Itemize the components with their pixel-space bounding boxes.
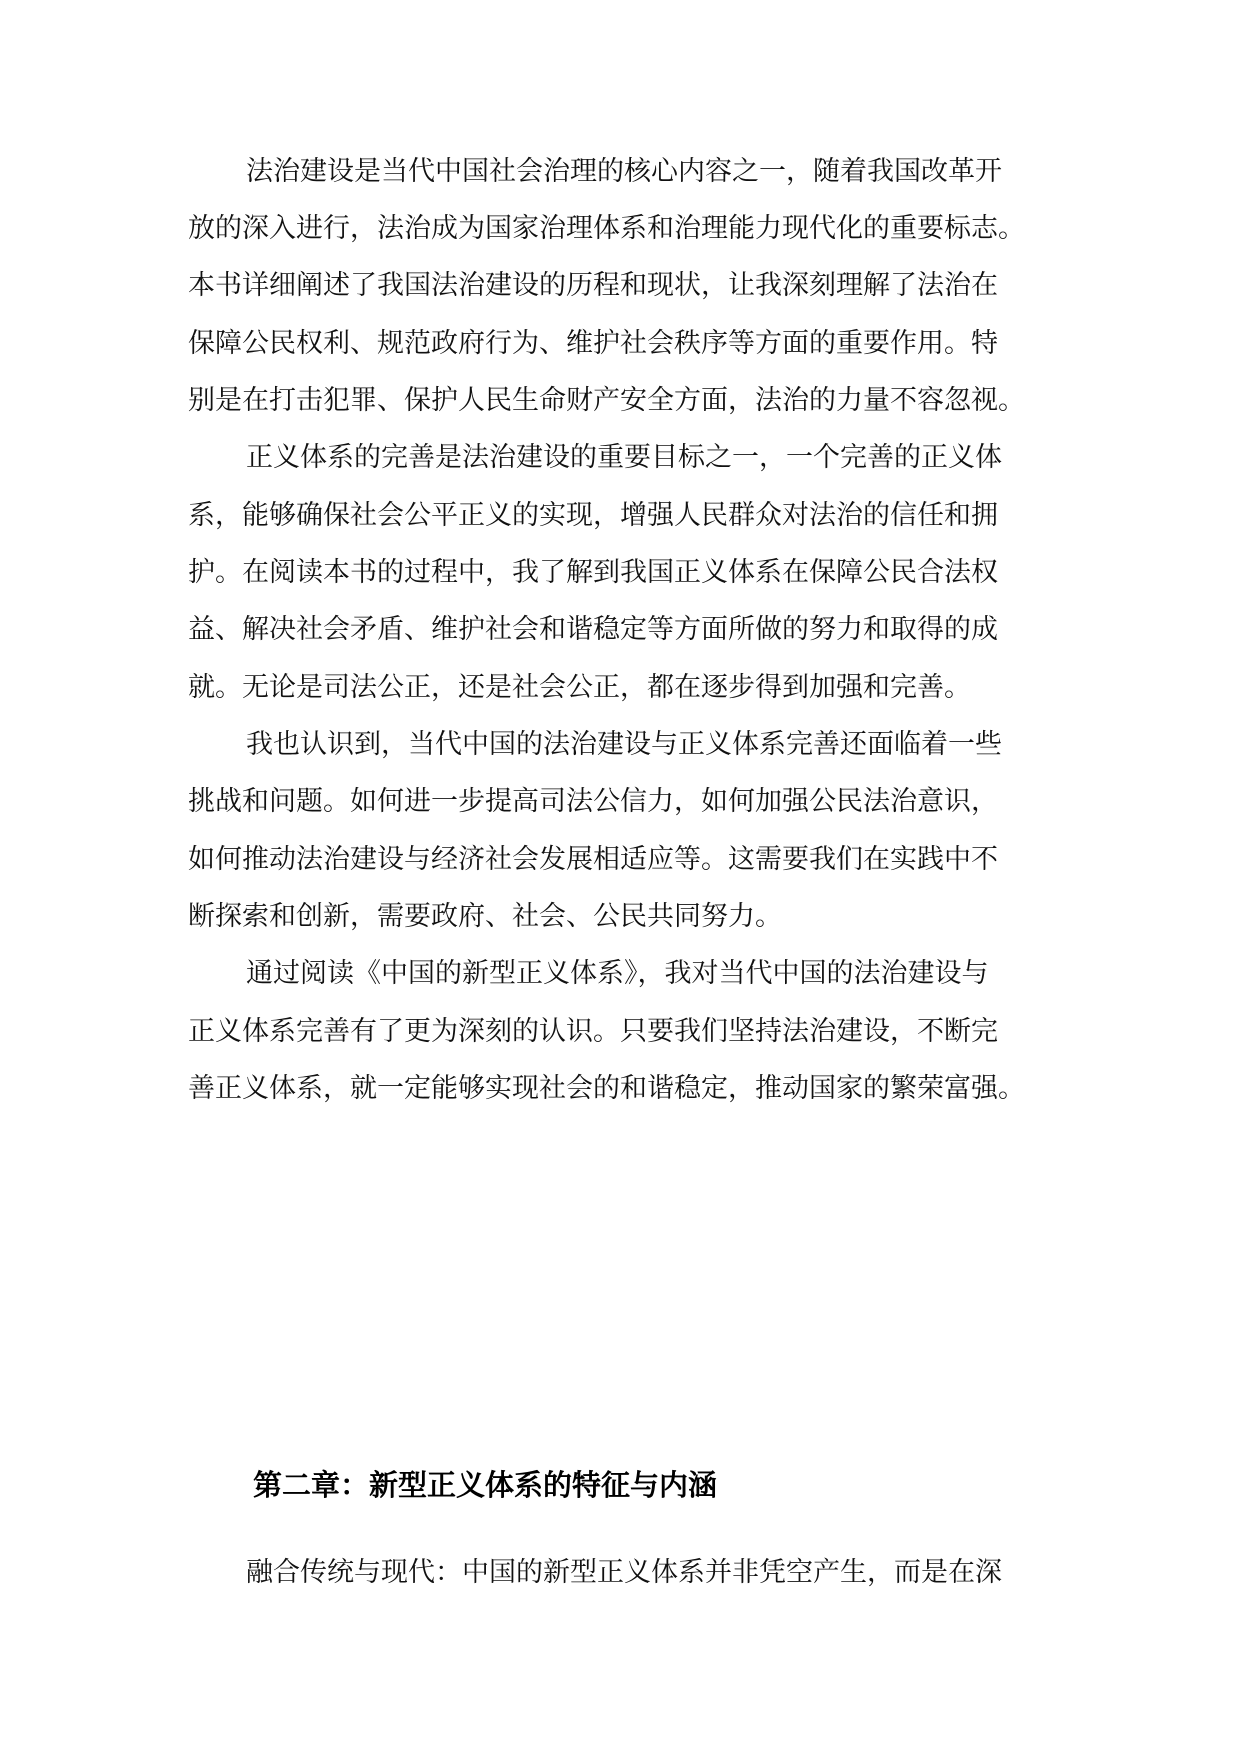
- final-paragraph-line-1: 融合传统与现代：中国的新型正义体系并非凭空产生，而是在深: [246, 1557, 1002, 1588]
- paragraph-4-line-2: 正义体系完善有了更为深刻的认识。只要我们坚持法治建设，不断完: [188, 1016, 998, 1047]
- paragraph-2-line-1: 正义体系的完善是法治建设的重要目标之一，一个完善的正义体: [246, 442, 1002, 473]
- paragraph-1-line-5: 别是在打击犯罪、保护人民生命财产安全方面，法治的力量不容忽视。: [188, 385, 1025, 416]
- paragraph-2-line-5: 就。无论是司法公正，还是社会公正，都在逐步得到加强和完善。: [188, 672, 971, 703]
- paragraph-2-line-2: 系，能够确保社会公平正义的实现，增强人民群众对法治的信任和拥: [188, 500, 998, 531]
- paragraph-2-line-3: 护。在阅读本书的过程中，我了解到我国正义体系在保障公民合法权: [188, 557, 998, 588]
- paragraph-1-line-1: 法治建设是当代中国社会治理的核心内容之一，随着我国改革开: [246, 156, 1002, 187]
- paragraph-3-line-2: 挑战和问题。如何进一步提高司法公信力，如何加强公民法治意识，: [188, 786, 998, 817]
- paragraph-3-line-3: 如何推动法治建设与经济社会发展相适应等。这需要我们在实践中不: [188, 844, 998, 875]
- paragraph-3-line-1: 我也认识到，当代中国的法治建设与正义体系完善还面临着一些: [246, 729, 1002, 760]
- paragraph-3-line-4: 断探索和创新，需要政府、社会、公民共同努力。: [188, 901, 782, 932]
- paragraph-1-line-2: 放的深入进行，法治成为国家治理体系和治理能力现代化的重要标志。: [188, 213, 1025, 244]
- paragraph-4-line-1: 通过阅读《中国的新型正义体系》，我对当代中国的法治建设与: [246, 958, 989, 989]
- chapter-heading: 第二章：新型正义体系的特征与内涵: [253, 1468, 718, 1502]
- paragraph-1-line-4: 保障公民权利、规范政府行为、维护社会秩序等方面的重要作用。特: [188, 328, 998, 359]
- paragraph-2-line-4: 益、解决社会矛盾、维护社会和谐稳定等方面所做的努力和取得的成: [188, 614, 998, 645]
- paragraph-1-line-3: 本书详细阐述了我国法治建设的历程和现状，让我深刻理解了法治在: [188, 270, 998, 301]
- paragraph-4-line-3: 善正义体系，就一定能够实现社会的和谐稳定，推动国家的繁荣富强。: [188, 1073, 1025, 1104]
